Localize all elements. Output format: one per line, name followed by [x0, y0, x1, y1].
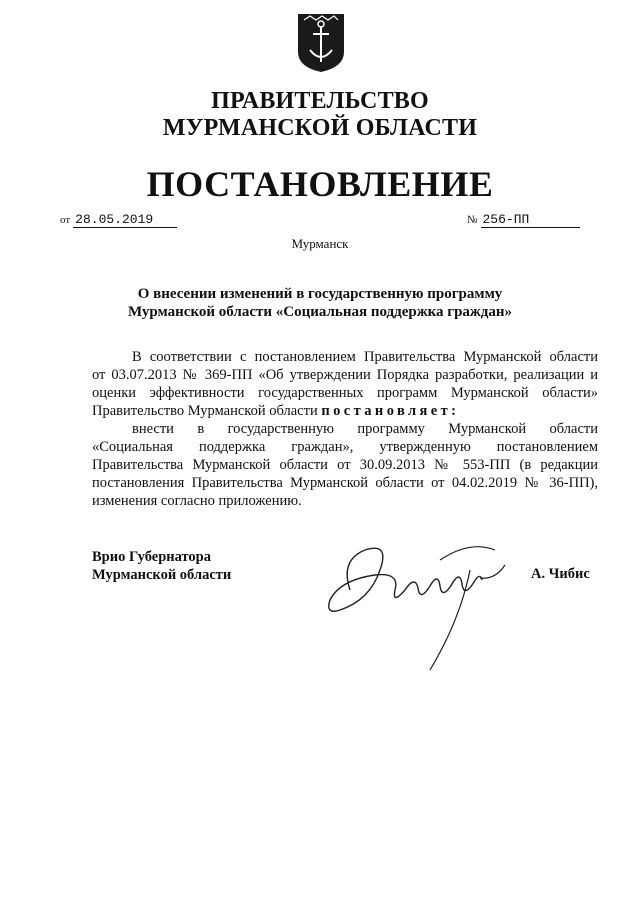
signer-name: А. Чибис [531, 566, 590, 582]
signer-position [92, 548, 231, 584]
body-line: В соответствии с постановлением Правительства Мурманской области [132, 349, 598, 365]
document-date [60, 212, 177, 228]
document-type-title: ПОСТАНОВЛЕНИЕ [146, 164, 494, 204]
body-line: оценки эффективности государственных программ Мурманской области» [92, 385, 598, 401]
body-line-text: Правительство Мурманской области [92, 403, 318, 419]
body-line: постановления Правительства Мурманской области от 04.02.2019 № 36-ПП), [92, 475, 598, 491]
body-line: от 03.07.2013 № 369-ПП «Об утверждении Порядка разработки, реализации и [92, 367, 598, 383]
signer-position-line2: Мурманской области [92, 567, 232, 583]
document-number [467, 212, 580, 228]
subject-line1: О внесении изменений в государственную программу [137, 286, 503, 302]
resolves-keyword: постановляет: [321, 403, 460, 419]
body-line [92, 402, 598, 420]
organization-name-line2: МУРМАНСКОЙ ОБЛАСТИ [162, 115, 478, 141]
date-prefix: от [60, 214, 71, 226]
handwritten-signature-icon [320, 520, 520, 680]
document-subject [60, 285, 580, 321]
body-line: «Социальная поддержка граждан», утвержденную постановлением [92, 439, 598, 455]
document-body [92, 348, 598, 510]
body-line: внести в государственную программу Мурманской области [132, 421, 598, 437]
number-value: 256-ПП [481, 212, 580, 228]
organization-name-line1: ПРАВИТЕЛЬСТВО [211, 88, 429, 114]
city: Мурманск [291, 236, 349, 251]
number-prefix: № [467, 214, 478, 226]
body-line: Правительства Мурманской области от 30.09.2013 № 553-ПП (в редакции [92, 457, 598, 473]
subject-line2: Мурманской области «Социальная поддержка граждан» [127, 304, 513, 320]
body-line: изменения согласно приложению. [92, 493, 302, 509]
murmansk-coat-of-arms-icon [296, 12, 346, 74]
signer-position-line1: Врио Губернатора [92, 549, 211, 565]
date-value: 28.05.2019 [73, 212, 177, 228]
